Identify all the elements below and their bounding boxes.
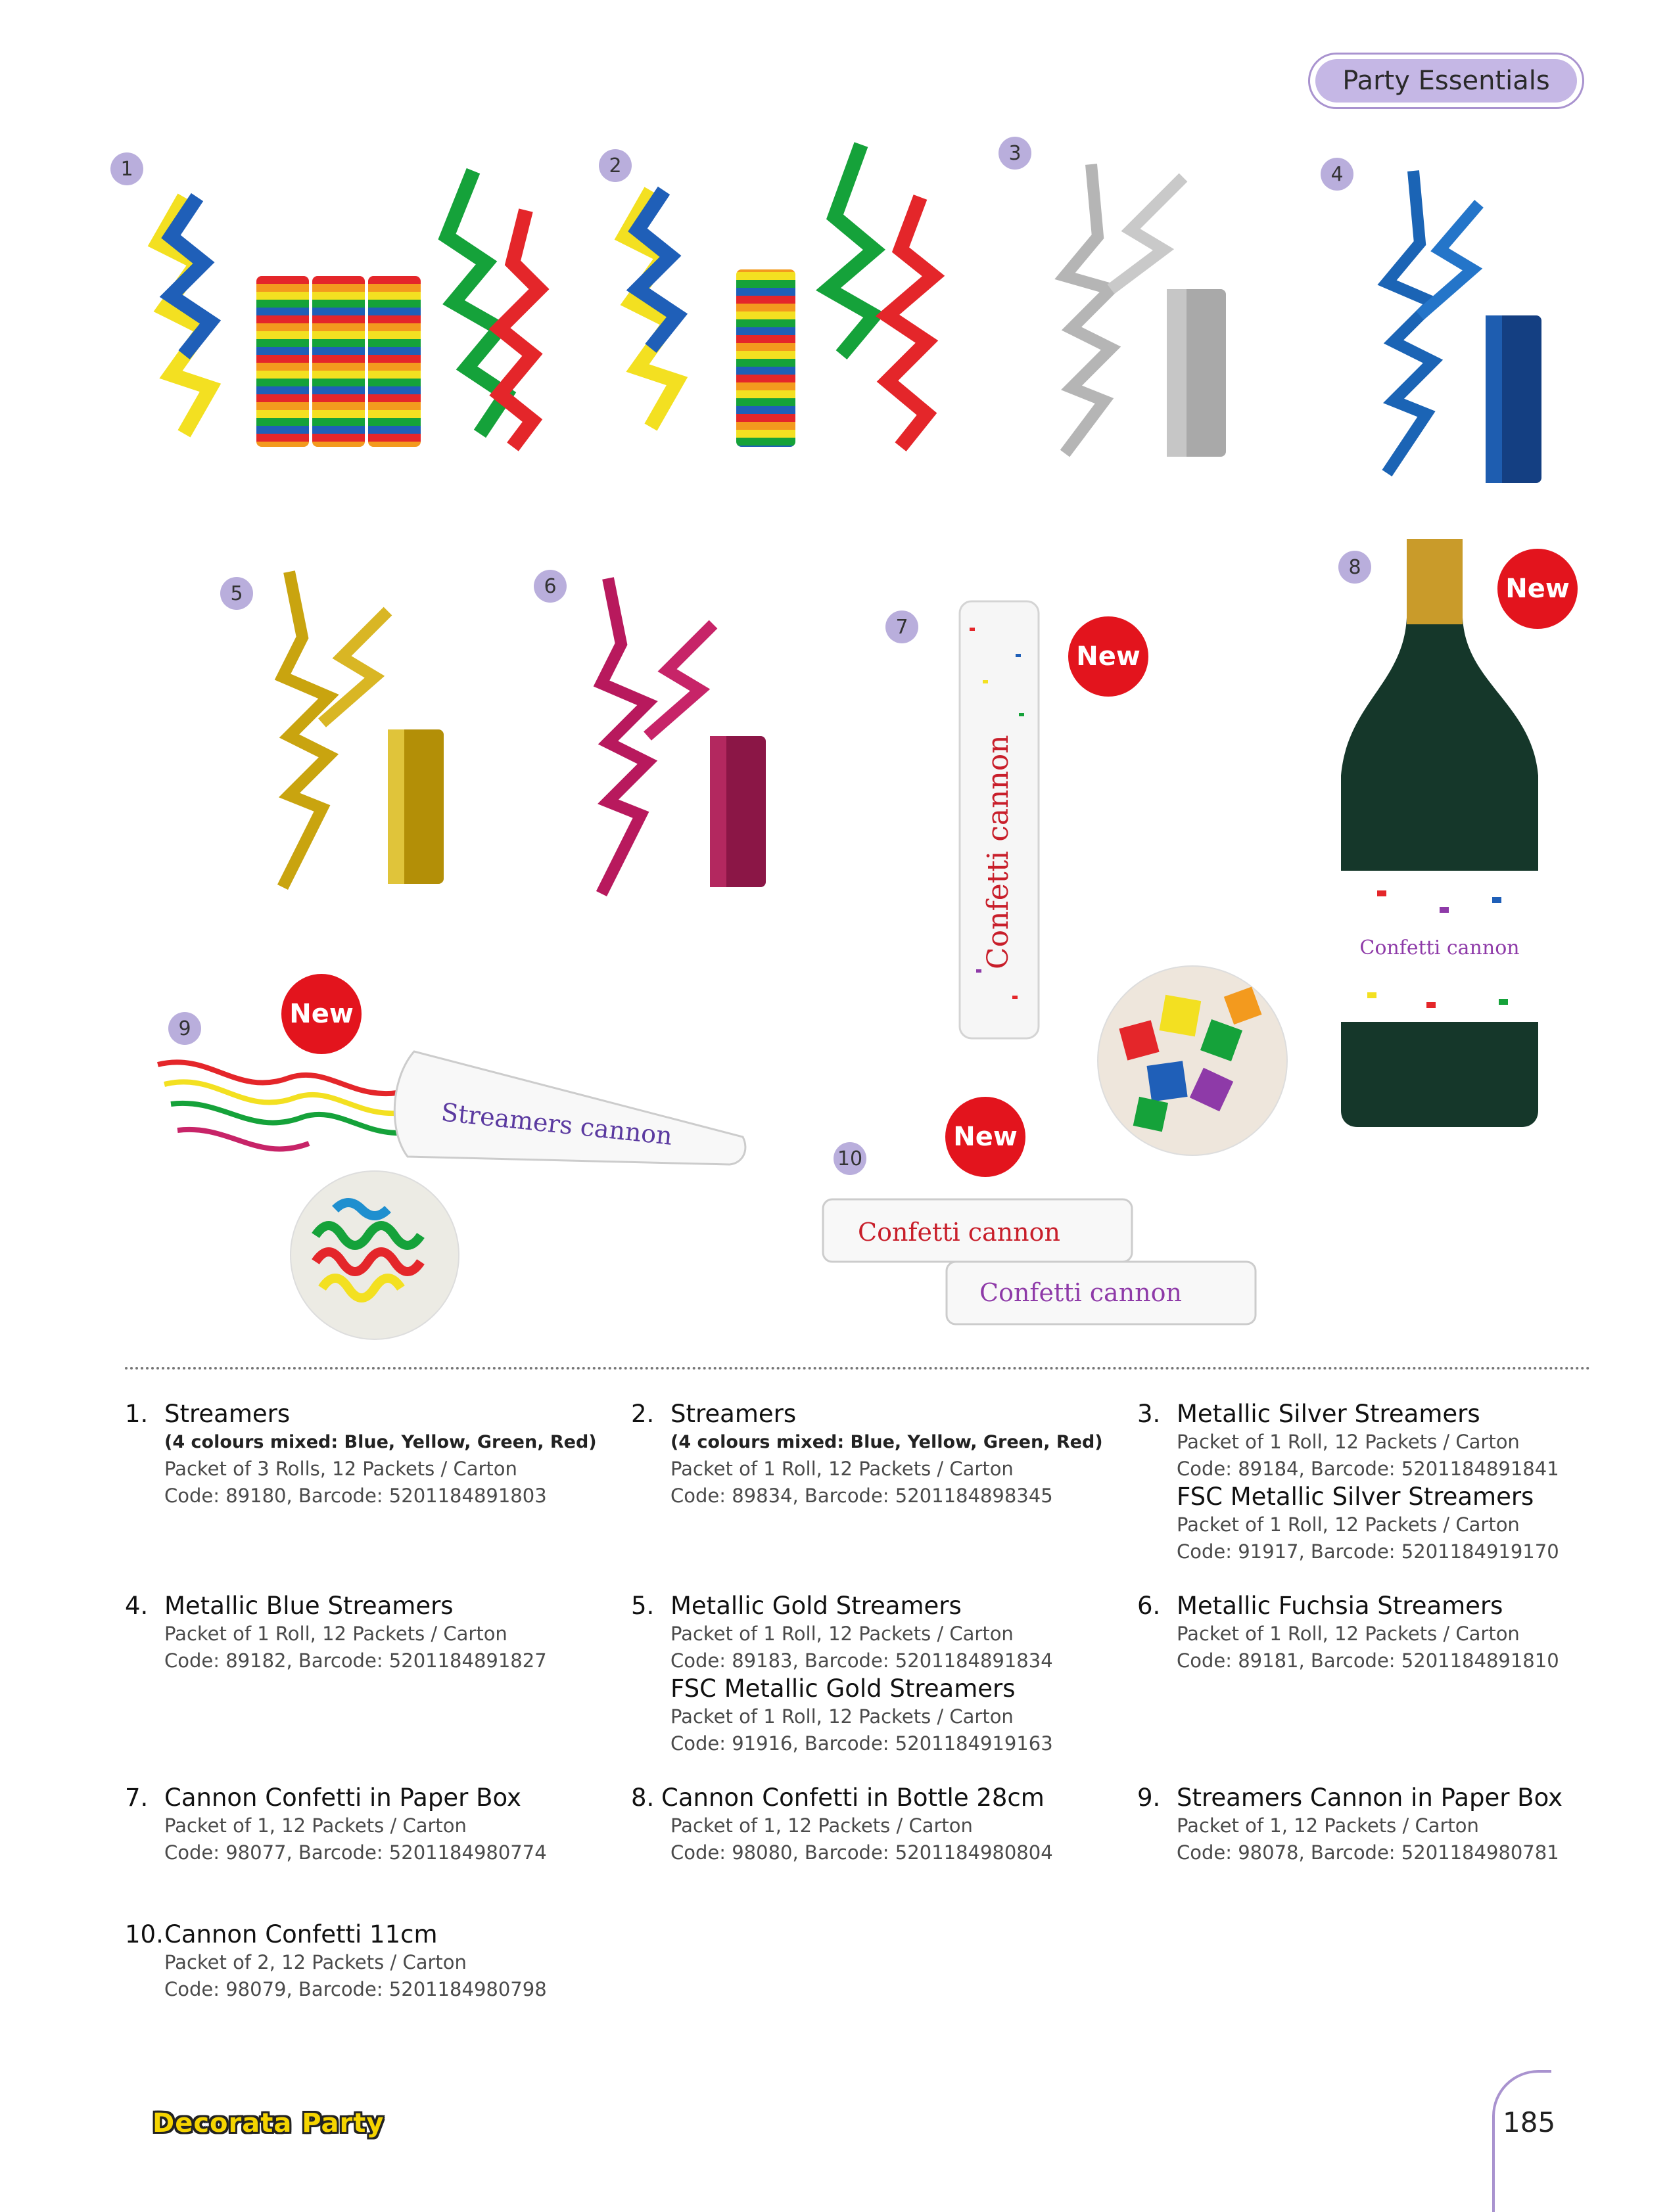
new-badge-7: New xyxy=(1068,616,1148,697)
product-title: Streamers Cannon in Paper Box xyxy=(1177,1784,1563,1812)
product-entry-8 xyxy=(631,1784,1111,1866)
product-detail: Code: 89181, Barcode: 5201184891810 xyxy=(1177,1649,1559,1672)
section-tag xyxy=(1308,53,1584,109)
product-detail: Code: 98077, Barcode: 5201184980774 xyxy=(164,1841,547,1864)
product-detail: Packet of 1 Roll, 12 Packets / Carton xyxy=(164,1623,507,1645)
product-detail: Packet of 1 Roll, 12 Packets / Carton xyxy=(1177,1513,1520,1536)
page-number: 185 xyxy=(1503,2106,1556,2138)
product-number: 7. xyxy=(125,1784,149,1812)
product-detail: Code: 89182, Barcode: 5201184891827 xyxy=(164,1649,547,1672)
product-number: 3. xyxy=(1137,1400,1161,1428)
product-detail: Packet of 1 Roll, 12 Packets / Carton xyxy=(670,1623,1014,1645)
product-entry-4 xyxy=(125,1592,605,1674)
brand-logo: Decorata Party xyxy=(153,2108,385,2138)
product-entry-9 xyxy=(1137,1784,1617,1866)
product-3-image xyxy=(1052,158,1236,473)
product-10-label-b: Confetti cannon xyxy=(979,1278,1182,1307)
new-badge-9: New xyxy=(281,974,362,1054)
product-detail: Packet of 1 Roll, 12 Packets / Carton xyxy=(670,1705,1014,1728)
product-7-image xyxy=(956,601,1042,1042)
section-tag-label: Party Essentials xyxy=(1315,59,1577,103)
product-7-label: Confetti cannon xyxy=(981,735,1015,969)
product-detail: Packet of 1, 12 Packets / Carton xyxy=(1177,1814,1479,1837)
badge-1: 1 xyxy=(110,152,143,185)
product-number: 1. xyxy=(125,1400,149,1428)
product-detail: Packet of 3 Rolls, 12 Packets / Carton xyxy=(164,1458,517,1480)
product-title: Cannon Confetti in Bottle 28cm xyxy=(661,1784,1045,1812)
confetti-detail-circle xyxy=(1096,965,1288,1157)
product-entry-2 xyxy=(631,1400,1111,1509)
product-detail: Code: 89834, Barcode: 5201184898345 xyxy=(670,1485,1053,1507)
product-detail: Packet of 1, 12 Packets / Carton xyxy=(164,1814,467,1837)
product-subtitle: FSC Metallic Silver Streamers xyxy=(1177,1483,1534,1511)
product-title: Metallic Blue Streamers xyxy=(164,1592,454,1620)
product-detail: Packet of 1 Roll, 12 Packets / Carton xyxy=(1177,1623,1520,1645)
product-10-image xyxy=(822,1196,1269,1327)
product-number: 8. xyxy=(631,1784,655,1812)
new-badge-10: New xyxy=(945,1097,1025,1177)
product-title: Metallic Silver Streamers xyxy=(1177,1400,1480,1428)
badge-5: 5 xyxy=(220,577,253,610)
product-title: Metallic Gold Streamers xyxy=(670,1592,962,1620)
product-detail: (4 colours mixed: Blue, Yellow, Green, Red) xyxy=(670,1432,1103,1452)
badge-7: 7 xyxy=(885,611,918,643)
product-title: Streamers xyxy=(164,1400,291,1428)
product-entry-5 xyxy=(631,1592,1111,1757)
product-5-image xyxy=(276,572,460,900)
product-entry-10 xyxy=(125,1920,605,2003)
badge-10: 10 xyxy=(834,1142,866,1175)
product-number: 2. xyxy=(631,1400,655,1428)
badge-4: 4 xyxy=(1321,158,1353,191)
product-detail: Code: 89180, Barcode: 5201184891803 xyxy=(164,1485,547,1507)
badge-6: 6 xyxy=(534,570,567,603)
product-detail: Code: 89183, Barcode: 5201184891834 xyxy=(670,1649,1053,1672)
product-number: 4. xyxy=(125,1592,149,1620)
product-detail: Code: 89184, Barcode: 5201184891841 xyxy=(1177,1458,1559,1480)
product-detail: Code: 98079, Barcode: 5201184980798 xyxy=(164,1978,547,2000)
product-entry-7 xyxy=(125,1784,605,1866)
product-number: 5. xyxy=(631,1592,655,1620)
product-subtitle: FSC Metallic Gold Streamers xyxy=(670,1674,1016,1703)
page-number-frame xyxy=(1492,2070,1551,2212)
product-number: 10. xyxy=(125,1920,164,1948)
product-detail: (4 colours mixed: Blue, Yellow, Green, Red) xyxy=(164,1432,597,1452)
product-4-image xyxy=(1367,164,1551,493)
badge-8: 8 xyxy=(1338,551,1371,584)
product-9-image xyxy=(158,1038,815,1209)
product-title: Cannon Confetti in Paper Box xyxy=(164,1784,521,1812)
product-entry-6 xyxy=(1137,1592,1617,1674)
product-number: 6. xyxy=(1137,1592,1161,1620)
product-detail: Packet of 1 Roll, 12 Packets / Carton xyxy=(1177,1431,1520,1453)
product-8-image xyxy=(1341,539,1551,1130)
product-6-image xyxy=(595,578,779,907)
product-detail: Packet of 2, 12 Packets / Carton xyxy=(164,1951,467,1973)
badge-3: 3 xyxy=(999,137,1031,170)
new-badge-8: New xyxy=(1497,549,1578,629)
product-detail: Packet of 1 Roll, 12 Packets / Carton xyxy=(670,1458,1014,1480)
product-10-label-a: Confetti cannon xyxy=(858,1218,1060,1247)
product-8-label: Confetti cannon xyxy=(1359,936,1520,959)
product-detail: Code: 98078, Barcode: 5201184980781 xyxy=(1177,1841,1559,1864)
section-divider xyxy=(125,1367,1591,1370)
product-number: 9. xyxy=(1137,1784,1161,1812)
product-entry-3 xyxy=(1137,1400,1617,1565)
product-title: Metallic Fuchsia Streamers xyxy=(1177,1592,1503,1620)
product-1-image xyxy=(145,158,539,499)
product-detail: Packet of 1, 12 Packets / Carton xyxy=(670,1814,973,1837)
product-title: Streamers xyxy=(670,1400,797,1428)
streamers-detail-circle xyxy=(289,1170,460,1341)
badge-2: 2 xyxy=(599,149,632,182)
product-title: Cannon Confetti 11cm xyxy=(164,1920,438,1948)
product-entry-1 xyxy=(125,1400,605,1509)
product-detail: Code: 91917, Barcode: 5201184919170 xyxy=(1177,1540,1559,1563)
badge-9: 9 xyxy=(168,1012,201,1045)
product-9-label: Streamers cannon xyxy=(440,1097,674,1151)
product-detail: Code: 91916, Barcode: 5201184919163 xyxy=(670,1732,1053,1755)
product-2-image xyxy=(611,138,953,493)
product-detail: Code: 98080, Barcode: 5201184980804 xyxy=(670,1841,1053,1864)
